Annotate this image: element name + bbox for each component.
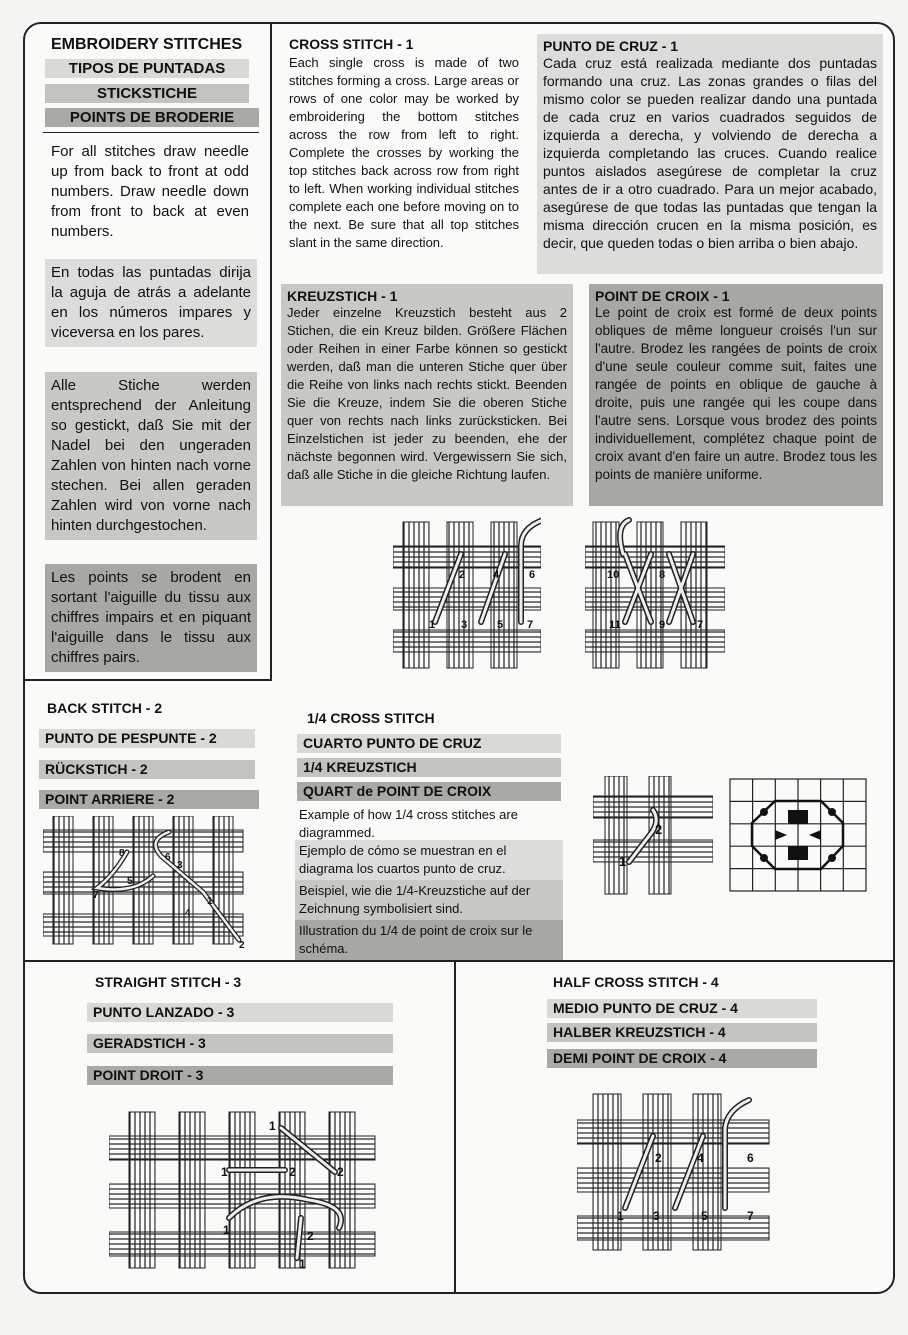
- intro-english: For all stitches draw needle up from back to front at odd numbers. Draw needle down from front to back at even numbers.: [51, 143, 249, 240]
- quarter-cross-text-es: Ejemplo de cómo se muestran en el diagrama los cuartos punto de cruz.: [295, 840, 563, 880]
- half-cross-title-es: MEDIO PUNTO DE CRUZ - 4: [547, 999, 817, 1018]
- stitch-number: 2: [337, 1165, 344, 1179]
- stitch-number: 8: [119, 848, 125, 859]
- stitch-number: 2: [655, 822, 663, 837]
- quarter-cross-text-fr: Illustration du 1/4 de point de croix sur le schéma.: [295, 920, 563, 960]
- cross-stitch-title-de: KREUZSTICH - 1: [287, 288, 398, 304]
- straight-stitch-title-fr: POINT DROIT - 3: [87, 1066, 393, 1085]
- straight-stitch-diagram: [109, 1108, 379, 1272]
- stitch-number: 4: [697, 1151, 704, 1165]
- half-cross-title-en: HALF CROSS STITCH - 4: [553, 974, 719, 990]
- stitch-number: 5: [127, 876, 133, 887]
- half-cross-title-de: HALBER KREUZSTICH - 4: [547, 1023, 817, 1042]
- stitch-number: 10: [607, 569, 620, 581]
- title-de-bar: STICKSTICHE: [45, 84, 249, 103]
- stitch-number: 9: [659, 619, 666, 631]
- stitch-number: 3: [461, 619, 468, 631]
- left-column-divider: [270, 24, 272, 679]
- quarter-cross-text-de: Beispiel, wie die 1/4-Kreuzstiche auf der Zeichnung symbolisiert sind.: [295, 880, 563, 920]
- stitch-number: 2: [459, 569, 466, 581]
- back-stitch-title-de: RÜCKSTICH - 2: [39, 760, 255, 779]
- cross-stitch-text-es: Cada cruz está realizada mediante dos puntadas formando una cruz. Las zonas grandes o filas del mismo color se pueden realizar dando una puntada de cada cruz en varios cuadrados seguidos de izquierda a derecha, y volviendo de derecha a izquierda completando las cruces. Cuando realice puntos aislados asegúrese de completar la cruz antes de ir a otro cuadrado. Para un mejor acabado, asegúrese de que todas las puntadas que tengan la misma dirección crucen en la misma posición, es decir, que queden todas o bien arriba o bien abajo.: [543, 55, 877, 251]
- stitch-number: 6: [165, 852, 171, 863]
- stitch-number: 1: [207, 896, 213, 907]
- cross-stitch-diagram-1: [393, 516, 541, 674]
- cross-stitch-es-box: [537, 34, 883, 274]
- cross-stitch-title-es: PUNTO DE CRUZ - 1: [543, 38, 679, 54]
- quarter-cross-title-es: CUARTO PUNTO DE CRUZ: [297, 734, 561, 753]
- stitch-number: 6: [529, 569, 536, 581]
- half-cross-diagram: [577, 1092, 773, 1252]
- cross-stitch-de-box: [281, 284, 573, 506]
- bottom-center-divider: [454, 960, 456, 1292]
- left-block-divider: [25, 679, 272, 681]
- stitch-number: 4: [493, 569, 500, 581]
- stitch-number: 2: [307, 1229, 314, 1243]
- stitch-number: 7: [93, 890, 99, 901]
- stitch-number: 4: [185, 908, 191, 919]
- stitch-number: 7: [747, 1209, 754, 1223]
- stitch-number: 1: [429, 619, 436, 631]
- fabric-weave: [109, 1112, 375, 1268]
- fabric-weave: [585, 522, 725, 668]
- back-stitch-title-es: PUNTO DE PESPUNTE - 2: [39, 729, 255, 748]
- stitch-number: 1: [299, 1257, 306, 1271]
- chart-grid: [730, 779, 866, 891]
- title-es-bar: TIPOS DE PUNTADAS: [45, 59, 249, 78]
- quarter-cross-title-fr: QUART de POINT DE CROIX: [297, 782, 561, 801]
- fabric-weave: [577, 1094, 769, 1250]
- stitch-number: 2: [655, 1151, 662, 1165]
- cross-stitch-text-de: Jeder einzelne Kreuzstich besteht aus 2 Stichen, die ein Kreuz bilden. Größere Flächen oder Reihen in einer Farbe können so gestickt werden, daß man die unteren Stiche quer über die Reihe von links nach rechts stickt. Beenden Sie die Kreuze, indem Sie die oberen Stiche quer von rechts nach links zurücksticken. Bei Einzelstichen ist jeder zu beenden, ehe der nächste begonnen wird. Vergewissern Sie sich, daß alle Stiche in die gleiche Richtung laufen.: [287, 305, 567, 482]
- stitch-number: 5: [497, 619, 504, 631]
- quarter-cross-chart: [729, 778, 867, 892]
- cross-stitch-diagram-2: [585, 516, 725, 674]
- main-title: EMBROIDERY STITCHES: [51, 36, 243, 53]
- stitch-number: 6: [747, 1151, 754, 1165]
- stitch-number: 3: [653, 1209, 660, 1223]
- stitch-number: 2: [239, 940, 245, 950]
- title-rule: [43, 132, 259, 133]
- instruction-sheet: [23, 22, 895, 1294]
- back-stitch-diagram: [43, 816, 253, 950]
- cross-stitch-title-fr: POINT DE CROIX - 1: [595, 288, 730, 304]
- stitch-number: 5: [701, 1209, 708, 1223]
- half-cross-title-fr: DEMI POINT DE CROIX - 4: [547, 1049, 817, 1068]
- intro-spanish: En todas las puntadas dirija la aguja de atrás a adelante en los números impares y viceversa en los pares.: [45, 259, 257, 347]
- cross-stitch-fr-box: [589, 284, 883, 506]
- stitch-number: 11: [609, 619, 621, 631]
- stitch-number: 3: [177, 860, 183, 871]
- intro-french: Les points se brodent en sortant l'aiguille du tissu aux chiffres impairs et en piquant l'aiguille dans le tissu aux chiffres pairs.: [45, 564, 257, 672]
- stitch-number: 1: [619, 854, 627, 869]
- stitch-number: 8: [659, 569, 666, 581]
- title-fr-bar: POINTS DE BRODERIE: [45, 108, 259, 127]
- bottom-divider: [25, 960, 893, 962]
- stitch-number: 1: [269, 1119, 276, 1133]
- quarter-cross-diagram: [593, 776, 713, 896]
- quarter-cross-text-en: Example of how 1/4 cross stitches are diagrammed.: [299, 807, 518, 840]
- straight-stitch-title-de: GERADSTICH - 3: [87, 1034, 393, 1053]
- stitch-number: 1: [617, 1209, 624, 1223]
- fabric-weave: [43, 816, 243, 944]
- stitch-number: 1: [221, 1165, 228, 1179]
- back-stitch-title-fr: POINT ARRIERE - 2: [39, 790, 259, 809]
- intro-german: Alle Stiche werden entsprechend der Anleitung so gestickt, daß Sie mit der Nadel bei den ungeraden Zahlen von hinten nach vorne stechen. Bei allen geraden Zahlen wird von vorne nach hinten durchgestochen.: [45, 372, 257, 540]
- stitch-number: 1: [223, 1223, 230, 1237]
- cross-stitch-text-fr: Le point de croix est formé de deux points obliques de même longueur croisés l'un sur l'autre. Brodez les rangées de points de croix d'une seule couleur comme suit, faites une rangée de points en oblique de gauche à droite, puis une rangée qui les coupe dans l'autre sens. Lorsque vous brodez des points individuellement, complétez chaque point de croix avant d'en faire un autre. Brodez tous les points de manière uniforme.: [595, 305, 877, 482]
- straight-stitch-title-en: STRAIGHT STITCH - 3: [95, 974, 242, 990]
- cross-stitch-title-en: CROSS STITCH - 1: [289, 36, 414, 52]
- quarter-cross-title-de: 1/4 KREUZSTICH: [297, 758, 561, 777]
- back-stitch-title-en: BACK STITCH - 2: [47, 700, 163, 716]
- straight-stitch-title-es: PUNTO LANZADO - 3: [87, 1003, 393, 1022]
- cross-stitch-text-en: Each single cross is made of two stitches forming a cross. Large areas or rows of one color may be worked by embroidering the bottom stitches across the row from left to right. Complete the crosses by working the top stitches back across row from right to left. When working individual stitches complete each one before moving on to the next. Be sure that all top stitches slant in the same direction.: [289, 55, 519, 250]
- stitch-number: 7: [697, 619, 704, 631]
- stitch-number: 2: [289, 1165, 296, 1179]
- quarter-cross-title-en: 1/4 CROSS STITCH: [307, 710, 435, 726]
- stitch-number: 7: [527, 619, 534, 631]
